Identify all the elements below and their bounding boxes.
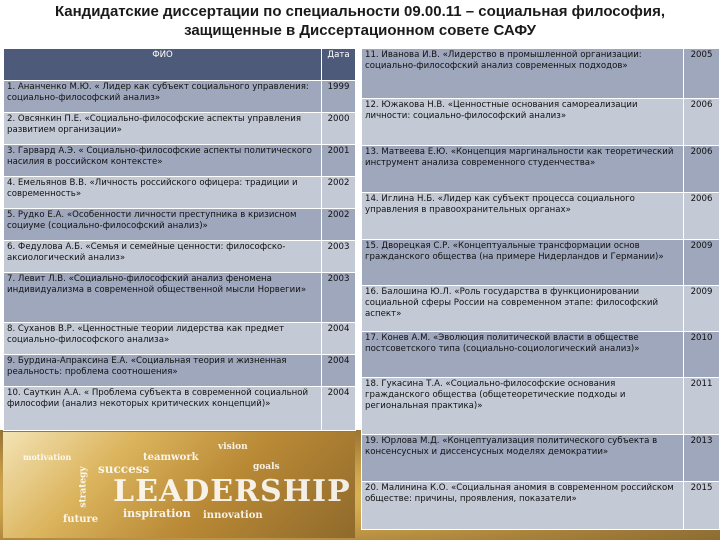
dissertation-text: 13. Матвеева Е.Ю. «Концепция маргинальности как теоретический инструмент анализа современного студенчества» xyxy=(362,146,684,193)
dissertation-year: 2009 xyxy=(684,240,720,286)
title-line-1: Кандидатские диссертации по специальности 09.00.11 – социальная философия, xyxy=(54,3,666,20)
dissertation-text: 3. Гарвард А.Э. « Социально-философские аспекты политического насилия в российском контексте» xyxy=(4,145,322,177)
image-word: goals xyxy=(253,462,280,472)
dissertation-text: 4. Емельянов В.В. «Личность российского офицера: традиции и современность» xyxy=(4,177,322,209)
dissertation-text: 16. Балошина Ю.Л. «Роль государства в функционировании социальной сферы России на современном этапе: философский аспект» xyxy=(362,286,684,332)
table-row xyxy=(362,378,720,435)
left-dissertations-table xyxy=(3,48,356,431)
table-row xyxy=(362,193,720,240)
image-word: LEADERSHIP xyxy=(113,474,351,509)
dissertation-year: 2003 xyxy=(322,273,356,323)
dissertation-year: 2011 xyxy=(684,378,720,435)
image-word: future xyxy=(63,514,99,525)
image-word: vision xyxy=(218,442,248,452)
image-word: motivation xyxy=(23,452,72,462)
dissertation-year: 2002 xyxy=(322,209,356,241)
dissertation-year: 2006 xyxy=(684,193,720,240)
dissertation-year: 2005 xyxy=(684,49,720,99)
table-row xyxy=(4,113,356,145)
image-word: innovation xyxy=(203,510,263,521)
leadership-word-cloud-image xyxy=(3,432,355,538)
dissertation-year: 2004 xyxy=(322,323,356,355)
right-dissertations-table xyxy=(361,48,720,530)
dissertation-text: 9. Бурдина-Апраксина Е.А. «Социальная теория и жизненная реальность: проблема соотношения» xyxy=(4,355,322,387)
dissertation-text: 20. Малинина К.О. «Социальная аномия в современном российском обществе: причины, проявления, показатели» xyxy=(362,482,684,530)
table-row xyxy=(362,146,720,193)
table-row xyxy=(362,240,720,286)
dissertation-text: 12. Южакова Н.В. «Ценностные основания самореализации личности: социально-философский анализ» xyxy=(362,99,684,146)
image-word: teamwork xyxy=(143,452,199,463)
table-row xyxy=(4,209,356,241)
header-date: Дата xyxy=(322,49,356,81)
dissertation-text: 19. Юрлова М.Д. «Концептуализация политического субъекта в консенсусных и диссенсусных моделях демократии» xyxy=(362,435,684,482)
dissertation-year: 2010 xyxy=(684,332,720,378)
dissertation-text: 15. Дворецкая С.Р. «Концептуальные трансформации основ гражданского общества (на примере Нидерландов и Германии)» xyxy=(362,240,684,286)
dissertation-year: 2003 xyxy=(322,241,356,273)
dissertation-text: 7. Левит Л.В. «Социально-философский анализ феномена индивидуализма в современной общественной мысли Норвегии» xyxy=(4,273,322,323)
table-row xyxy=(362,99,720,146)
dissertation-text: 5. Рудко Е.А. «Особенности личности преступника в кризисном социуме (социально-философский анализ)» xyxy=(4,209,322,241)
dissertation-year: 2004 xyxy=(322,355,356,387)
page-title xyxy=(0,2,720,40)
image-word: success xyxy=(98,462,150,476)
dissertation-text: 11. Иванова И.В. «Лидерство в промышленной организации: социально-философский анализ современных подходов» xyxy=(362,49,684,99)
dissertation-year: 2015 xyxy=(684,482,720,530)
table-row xyxy=(4,177,356,209)
image-word: inspiration xyxy=(123,507,191,520)
table-row xyxy=(362,332,720,378)
dissertation-text: 17. Конев А.М. «Эволюция политической власти в обществе постсоветского типа (социально-социологический анализ)» xyxy=(362,332,684,378)
dissertation-text: 18. Гукасина Т.А. «Социально-философские основания гражданского общества (общетеоретические подходы и региональная практика)» xyxy=(362,378,684,435)
table-row xyxy=(362,482,720,530)
dissertation-text: 10. Сауткин А.А. « Проблема субъекта в современной социальной философии (анализ некоторых критических концепций)» xyxy=(4,387,322,431)
dissertation-text: 14. Иглина Н.Б. «Лидер как субъект процесса социального управления в правоохранительных органах» xyxy=(362,193,684,240)
table-row xyxy=(4,355,356,387)
image-word: strategy xyxy=(78,466,89,508)
table-row xyxy=(4,241,356,273)
dissertation-year: 2006 xyxy=(684,99,720,146)
table-row xyxy=(362,286,720,332)
table-row xyxy=(4,387,356,431)
title-line-2: защищенные в Диссертационном совете САФУ xyxy=(184,22,536,39)
dissertation-year: 2004 xyxy=(322,387,356,431)
table-row xyxy=(4,273,356,323)
dissertation-year: 2001 xyxy=(322,145,356,177)
table-row xyxy=(4,81,356,113)
dissertation-text: 1. Ананченко М.Ю. « Лидер как субъект социального управления: социально-философский анализ» xyxy=(4,81,322,113)
dissertation-text: 2. Овсянкин П.Е. «Социально-философские аспекты управления развитием организации» xyxy=(4,113,322,145)
header-fio: ФИО xyxy=(4,49,322,81)
table-row xyxy=(362,435,720,482)
table-row xyxy=(362,49,720,99)
table-row xyxy=(4,323,356,355)
dissertation-year: 2006 xyxy=(684,146,720,193)
dissertation-year: 2013 xyxy=(684,435,720,482)
dissertation-year: 1999 xyxy=(322,81,356,113)
dissertation-text: 6. Федулова А.Б. «Семья и семейные ценности: философско-аксиологический анализ» xyxy=(4,241,322,273)
dissertation-year: 2000 xyxy=(322,113,356,145)
dissertation-year: 2002 xyxy=(322,177,356,209)
dissertation-year: 2009 xyxy=(684,286,720,332)
table-row xyxy=(4,145,356,177)
dissertation-text: 8. Суханов В.Р. «Ценностные теории лидерства как предмет социально-философского анализа» xyxy=(4,323,322,355)
